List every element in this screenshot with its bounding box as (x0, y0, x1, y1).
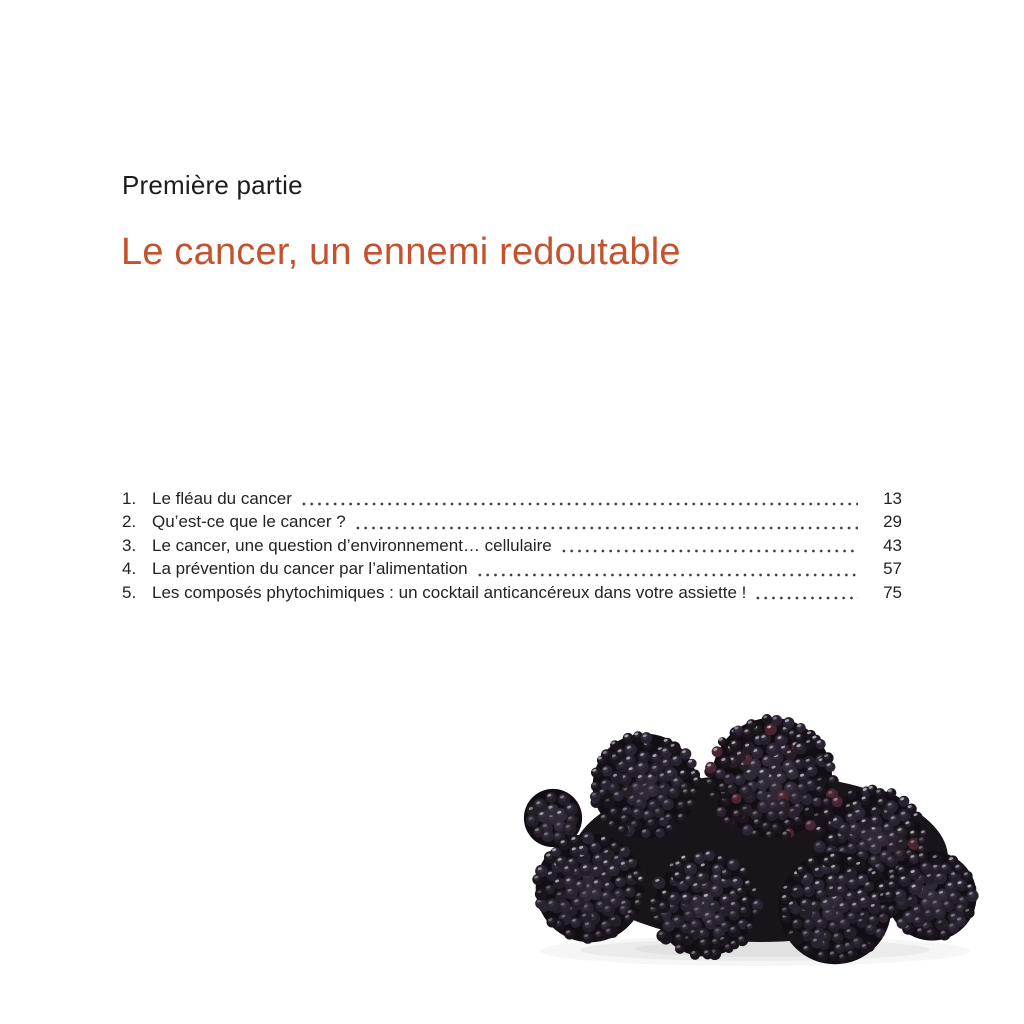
toc-number: 5. (122, 582, 137, 602)
toc-page-number: 29 (883, 512, 902, 532)
dot-leader (354, 526, 858, 530)
part-title: Le cancer, un ennemi redoutable (121, 231, 681, 273)
toc-label: La prévention du cancer par l’alimentation (152, 559, 468, 579)
toc-page-number: 57 (883, 559, 902, 579)
dot-leader (300, 502, 858, 506)
toc-entry (122, 534, 902, 557)
dot-leader (560, 549, 858, 553)
blackberries-photo (520, 690, 1000, 980)
dot-leader (754, 596, 858, 600)
toc-page-number: 75 (883, 582, 902, 602)
toc-label: Qu’est-ce que le cancer ? (152, 512, 346, 532)
toc-number: 1. (122, 489, 137, 508)
toc-entry (122, 557, 902, 580)
toc-label: Les composés phytochimiques : un cocktail anticancéreux dans votre assiette ! (152, 582, 747, 602)
toc-entry (122, 510, 902, 533)
toc-entry (122, 487, 902, 510)
toc-entry (122, 581, 902, 604)
toc-page-number: 13 (883, 489, 902, 508)
toc-page-number: 43 (883, 535, 902, 555)
toc-number: 2. (122, 512, 137, 532)
toc-label: Le fléau du cancer (152, 489, 292, 508)
part-kicker: Première partie (122, 170, 303, 200)
toc-number: 3. (122, 535, 137, 555)
dot-leader (476, 573, 858, 577)
table-of-contents (122, 487, 902, 604)
toc-label: Le cancer, une question d’environnement… cellulaire (152, 535, 552, 555)
toc-number: 4. (122, 559, 137, 579)
